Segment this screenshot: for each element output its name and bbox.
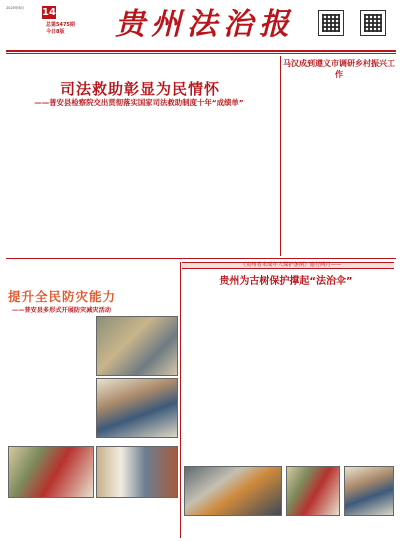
qr-code-icon — [318, 10, 344, 36]
masthead: 贵州法治报 — [115, 7, 295, 42]
column-divider — [280, 56, 281, 256]
feature-photo-3 — [8, 446, 94, 498]
lead-headline: 司法救助彰显为民情怀 — [59, 80, 220, 98]
page-number: 14 — [42, 7, 56, 18]
feature-subheadline: ——普安县多形式开展防灾减灾活动 — [12, 307, 111, 314]
feature-column-1 — [8, 316, 94, 456]
column-divider — [180, 262, 181, 538]
second-article-photo-1 — [184, 466, 282, 516]
right-top-body — [284, 72, 394, 256]
lead-column-3 — [186, 116, 276, 256]
edition-pages: 今日8版 — [46, 29, 65, 35]
qr-code-icon — [360, 10, 386, 36]
second-article-banner: 《贵州省未成年人保护条例》施行两月—— — [240, 262, 342, 268]
second-article-column-1 — [184, 294, 256, 462]
header-rule-thin — [6, 53, 396, 54]
edition-number: 总第5475期 — [46, 22, 75, 28]
header-rule — [6, 50, 396, 52]
feature-headline: 提升全民防灾能力 — [8, 289, 117, 304]
lead-column-1 — [10, 116, 94, 256]
lead-column-2 — [98, 116, 182, 256]
second-article-column-2 — [260, 294, 324, 462]
second-article-photo-2 — [286, 466, 340, 516]
feature-photo-4 — [96, 446, 178, 498]
feature-photo-2 — [96, 378, 178, 438]
section-divider — [6, 258, 396, 259]
second-article-headline: 贵州为古树保护撑起“法治伞” — [219, 276, 353, 287]
second-article-photo-3 — [344, 466, 394, 516]
issue-date: 2025年6月 — [6, 6, 25, 10]
feature-photo-1 — [96, 316, 178, 376]
right-top-headline: 马汉成到遵义市调研乡村振兴工作 — [283, 59, 395, 79]
second-article-column-3 — [328, 294, 394, 462]
edition-info — [46, 22, 92, 36]
lead-subheadline: ——普安县检察院交出贯彻落实国家司法救助制度十年“成绩单” — [34, 98, 244, 107]
